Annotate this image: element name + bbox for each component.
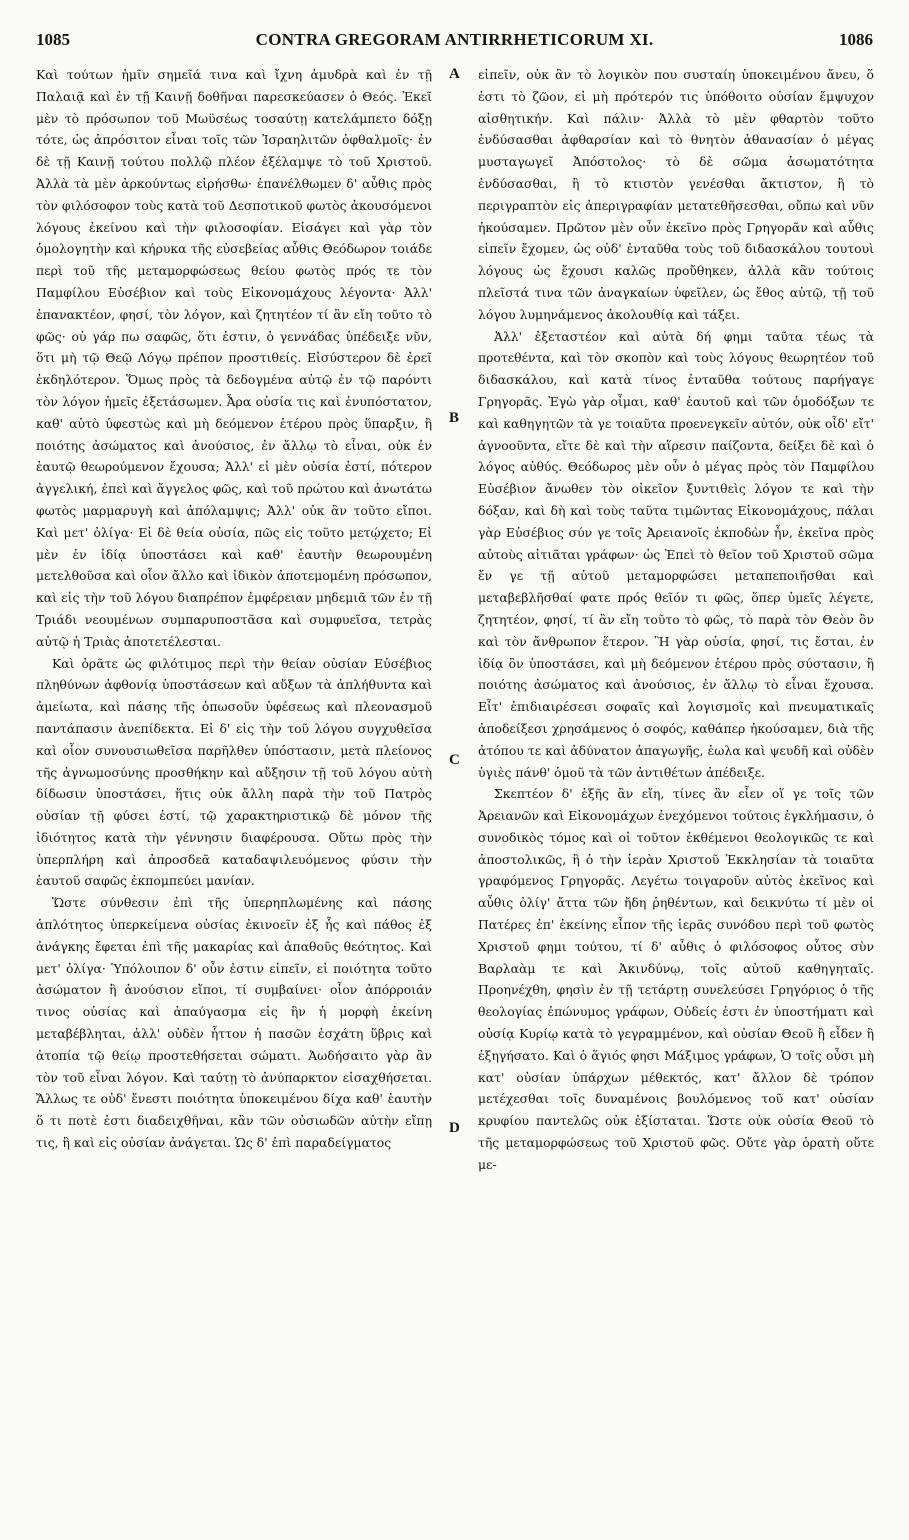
- paragraph: Σκεπτέον δ' ἑξῆς ἂν εἴη, τίνες ἂν εἶεν οἵ γε τοῖς τῶν Ἀρειανῶν καὶ Εἰκονομάχων ἐνεχόμενοι τούτοις ἐγκλήμασιν, ὁ συνοδικὸς τόμος καὶ οἱ τοῦτον ἐκθέμενοι θεολογικῶς τε καὶ ἀποστολικῶς, ἢ ὁ τὴν ἱερὰν Χριστοῦ Ἐκκλησίαν τὰ τοιαῦτα γραφόμενος Γρηγορᾶς. Λεγέτω τοιγαροῦν αὐτὸς ἐκεῖνος καὶ αὖθις ὀλίγ' ἄττα τῶν ἤδη ῥηθέντων, καὶ δεικνύτω τί μὲν οἱ Πατέρες ἐπ' ἐκείνης εἶπον τῆς ἱερᾶς συνόδου περὶ τοῦ φωτὸς Χριστοῦ φημι τούτου, τί δ' αὖθις ὁ φιλόσοφος οὗτος σὺν Βαρλαὰμ τε καὶ Ἀκινδύνῳ, τοῖς αὐτοῦ καθηγηταῖς. Προηνέχθη, φησὶν ἐν τῇ τετάρτῃ συνελεύσει Γρηγόριος ὁ τῆς θεολογίας ἐπώνυμος γράφων, Οὐδείς ἐστι ἐν ὑποστήματι καὶ οὐσίᾳ Κυρίῳ κατὰ τὸ γεγραμμένον, καὶ οὐσίαν Θεοῦ ἢ εἶδεν ἢ ἐξηγήσατο. Καὶ ὁ ἅγιός φησι Μάξιμος γράφων, Ὁ τοῖς οὖσι μὴ κατ' οὐσίαν ὑπάρχων μέθεκτός, κατ' ἄλλον δὲ τρόπον μετέχεσθαι τοῖς δυναμένοις βουλόμενος τοῦ κατ' οὐσίαν κρυφίου παντελῶς οὐκ ἐξίσταται. Ὥστε οὐκ οὐσία Θεοῦ τὸ τῆς μεταμορφώσεως τοῦ Χριστοῦ φῶς. Οὔτε γὰρ ὁρατὴ οὔτε με-: [478, 786, 874, 1172]
- page-number-left: 1085: [36, 30, 70, 49]
- paragraph: Καὶ τούτων ἡμῖν σημεῖά τινα καὶ ἴχνη ἀμυδρὰ καὶ ἐν τῇ Παλαιᾷ καὶ ἐν τῇ Καινῇ δοθῆναι παρεσκεύασεν ὁ Θεός. Ἐκεῖ μὲν τὸ πρόσωπον τοῦ Μωϋσέως τοσαύτῃ κατελάμπετο δόξῃ τότε, ὡς ἀπρόσιτον εἶναι τοῖς τῶν Ἰσραηλιτῶν ὀφθαλμοῖς· ἐν δὲ τῇ Καινῇ τούτου πολλῷ πλέον ἐξέλαμψε τὸ τοῦ Χριστοῦ. Ἀλλὰ τὰ μὲν ἀρκούντως εἰρήσθω· ἐπανέλθωμεν δ' αὖθις πρὸς τὸν φιλόσοφον τοὺς κατὰ τοῦ Δεσποτικοῦ φωτὸς ἀκουσόμενοι λόγους ἐκείνου καὶ τὴν φιλοσοφίαν. Εἰσάγει καὶ γὰρ τὸν ὁμολογητὴν καὶ κήρυκα τῆς εὐσεβείας αὖθις Θεόδωρον τοιάδε περὶ τοῦ τῆς μεταμορφώσεως θείου φωτὸς πρός τε τὸν Παμφίλου Εὐσέβιον καὶ τοὺς Εἰκονομάχους λέγοντα· Ἀλλ' ἐπανακτέον, φησί, τὸν λόγον, καὶ ζητητέον τί ἂν εἴη τοῦτο τὸ φῶς· οὐ γάρ πω σαφῶς, ὅτι ἐστιν, ὁ γεννάδας ὑπέδειξε νῦν, ὅτι μὴ τῷ Θεῷ Λόγῳ πρέπον προστιθείς. Εἰσύστερον δὲ ἐρεῖ ἐκδηλότερον. Ὅμως πρὸς τὰ δεδογμένα αὐτῷ ἐν τῷ παρόντι τὸν λόγον ἡμεῖς ἐξετάσωμεν. Ἆρα οὐσία τις καὶ ἐνυπόστατον, καθ' αὑτὸ ὑφεστὼς καὶ μὴ δεόμενον ἑτέρου πρὸς ὕπαρξιν, ἢ ποιότης ἀσώματος καὶ ἀνούσιος, ἐν ἄλλῳ τὸ εἶναι, οὐκ ἐν ἑαυτῷ θεωρούμενον ἔχουσα; Ἀλλ' εἰ μὲν οὐσία ἐστί, πότερον ἀγγελική, ἐπεὶ καὶ ἄγγελος φῶς, καὶ τοῦ πρώτου καὶ ἀνωτάτω φωτὸς μαρμαρυγὴ καὶ ἀπόλαμψις; Ἀλλ' οὐκ ἂν τοῦτο εἴποι. Καὶ μετ' ὀλίγα· Εἰ δὲ θεία οὐσία, πῶς εἰς τοῦτο μετῴχετο; Εἰ μὲν ἐν ἰδίᾳ ὑποστάσει καὶ καθ' ἑαυτὴν θεωρουμένη μετελθοῦσα καὶ οἷον ἄλλο καὶ ἰδικὸν ἀποτεμομένη πρόσωπον, καὶ εἰς τὴν τοῦ λόγου διαπρέπον ἐμφέρειαν μηδεμιᾶ τῶν ἐν τῇ Τριάδι νεουμένων συμπαρυποστᾶσα καὶ συμφυεῖσα, τετρὰς αὐτῷ ἡ Τριὰς ἀποτετέλεσται.: [36, 67, 432, 649]
- page-number-right: 1086: [839, 30, 873, 49]
- margin-letter-c: C: [449, 752, 460, 768]
- running-title: CONTRA GREGORAM ANTIRRHETICORUM XI.: [255, 30, 654, 49]
- paragraph: εἰπεῖν, οὐκ ἂν τὸ λογικὸν που συσταίη ὑποκειμένου ἄνευ, ὅ ἐστι τὸ ζῶον, εἰ μὴ πρότερόν τις ὑπόθοιτο οὐσίαν ἔμψυχον αἰσθητικήν. Καὶ πάλιν· Ἀλλὰ τὸ μὲν φθαρτὸν τοῦτο ἐνδύσασθαι ἀφθαρσίαν καὶ τὸ θνητὸν ἀθανασίαν ὁ μέγας μυσταγωγεῖ Ἀπόστολος· τὸ δὲ σῶμα ἀσωματότητα ἐνδύσασθαι, ἢ τὸ κτιστὸν γενέσθαι ἄκτιστον, ἢ τὸ περιγραπτὸν εἰς ἀπεριγραφίαν μετατεθῆσεσθαι, οὔπω καὶ νῦν ἠκούσαμεν. Πρῶτον μὲν οὖν ἐκεῖνο πρὸς Γρηγορᾶν καὶ αὖθις εἰπεῖν ἔχομεν, ὡς οὐδ' ἐνταῦθα τοὺς τοῦ διδασκάλου τουτουὶ λόγους ὡς ἔχουσι καλῶς προὔθηκεν, ἀλλὰ κἂν τούτοις πλεῖστά τινα τῶν ἀναγκαίων ὑφεῖλεν, ὡς ἔθος αὐτῷ, τῇ τοῦ λόγου λυμηνάμενος ἀκολουθίᾳ καὶ τάξει.: [478, 67, 874, 322]
- paragraph: Ἀλλ' ἐξεταστέον καὶ αὐτὰ δή φημι ταῦτα τέως τὰ προτεθέντα, καὶ τὸν σκοπὸν καὶ τοὺς λόγους θεωρητέον τοῦ διδασκάλου, καὶ κατὰ τίνος ἐνταῦθα τούτους παρήγαγε Γρηγορᾶς. Ἐγὼ γὰρ οἶμαι, καθ' ἑαυτοῦ καὶ τῶν ὁμοδόξων τε καὶ καθηγητῶν τὰ γε τοιαῦτα προενεγκεῖν αὐτόν, οὐκ οἶδ' εἴτ' ἀγνοοῦντα, εἴτε δὲ καὶ τὴν αἵρεσιν παίζοντα, δείξει δὲ καὶ ὁ λόγος αὐθύς. Θεόδωρος μὲν οὖν ὁ μέγας πρὸς τὸν Παμφίλου Εὐσέβιον ἄνωθεν τὸν οἰκεῖον ξυντιθεὶς λόγον τε καὶ τὴν δόξαν, καὶ δὴ καὶ τοὺς ταῦτα τιμῶντας Εἰκονομάχους, πάλαι γὰρ Εὐσέβιος σύν γε τοῖς Ἀρειανοῖς ἐκποδὼν ἦν, ἐκεῖνα πρὸς αὐτοὺς αἰτιᾶται γράφων· ὡς Ἐπεὶ τὸ θεῖον τοῦ Χριστοῦ σῶμα ἔν γε τῇ αὐτοῦ μεταμορφώσει μεταπεποιῆσθαι καὶ μεταβεβλῆσθαί φατε πρός θεῖόν τι φῶς, ὅπερ ὑμεῖς λέγετε, ζητητέον, φησί, τί ἂν εἴη τοῦτο τὸ φῶς, τὸ παρὰ τὸν Θεὸν ὂν καὶ τὸν ἄνθρωπον ἕτερον. Ἢ γὰρ οὐσία, φησί, τις ἔσται, ἐν ἰδίᾳ ὂν ὑποστάσει, καὶ μὴ δεόμενον ἑτέρου πρὸς σύστασιν, ἢ ποιότης ἀσώματος καὶ ἀνούσιος, ἐν ἄλλῳ τὸ εἶναι ἔχουσα. Εἶτ' ἐπιδιαιρέσεσι σοφαῖς καὶ λογισμοῖς καὶ πνευματικαῖς ἀποδείξεσι χρησάμενος ὁ σοφός, καθάπερ ἠκούσαμεν, διὰ τῆς ἀτόπου τε καὶ ἀδύνατον ἀπαγωγῆς, ἑωλα καὶ ψευδῆ καὶ οὐδὲν ὑγιὲς πάνθ' ὁμοῦ τὰ τῶν ἀντιθέτων ἀπέδειξε.: [478, 328, 874, 780]
- paragraph: Καὶ ὁρᾶτε ὡς φιλότιμος περὶ τὴν θείαν οὐσίαν Εὐσέβιος πληθύνων ἀφθονίᾳ ὑποστάσεων καὶ αὔξων τὰ ἀπλήθυντα καὶ ἀμείωτα, καὶ πάσης τῆς ὁπωσοῦν ὑφέσεως καὶ πλεονασμοῦ παντάπασιν ἀνεπίδεκτα. Εἰ δ' εἰς τὴν τοῦ λόγου συγχυθεῖσα καὶ οἷον συνουσιωθεῖσα παρῆλθεν ὑπόστασιν, μετὰ πλείονος τῆς ἀγνωμοσύνης προσθήκην καὶ αὔξησιν τῇ τοῦ λόγου αὐτὴ δίδωσιν ὑποστάσει, ἥτις οὐκ ἄλλη παρὰ τὴν τοῦ Πατρὸς οὐσίαν τῇ φύσει ἐστί, τῷ χαρακτηριστικῷ δὲ μόνον τῆς ἰδιότητος κατὰ τὴν γέννησιν διαφέρουσα. Οὕτω πρὸς τὴν ὑπερπλήρη καὶ ἀπροσδεᾶ καταδαψιλευόμενος φύσιν τὴν ἑαυτοῦ σαφῶς ἐκπομπεύει μανίαν.: [36, 655, 432, 889]
- paragraph: Ὥστε σύνθεσιν ἐπὶ τῆς ὑπερηπλωμένης καὶ πάσης ἁπλότητος ὑπερκείμενα οὐσίας ἐκινοεῖν ἐξ ἧς καὶ πάθος ἐξ ἀνάγκης ἔφεται ἐπὶ τῆς μακαρίας καὶ ἀπαθοῦς θεότητος. Καὶ μετ' ὀλίγα· Ὑπόλοιπον δ' οὖν ἐστιν εἰπεῖν, εἰ ποιότητα τοῦτο ἀσώματον ἢ ἀνούσιον εἴποι, τί συμβαίνει· οἷον ἀπόρροιάν τινος οὐσίας καὶ ἀπαύγασμα εἰς ἣν ἡ μορφὴ ἐκείνη μεταβέβληται, ἀλλ' οὐδὲν ἧττον ἡ πασῶν ἐσχάτη ὕβρις καὶ ἀτοπία τῷ θείῳ προστεθήσεται σώματι. Ἀωδήσαιτο γὰρ ἂν τὸν τοῦ εἶναι λόγον. Καὶ ταύτῃ τὸ ἀνύπαρκτον εἰσαχθήσεται. Ἄλλως τε οὐδ' ἔνεστι ποιότητα ὑποκειμένου δίχα καθ' ἑαυτὴν ὅ τι ποτὲ ἐστι διαδειχθῆναι, κἂν τῶν οὐσιωδῶν αὐτὴν εἴπῃ τις, ἢ καὶ εἰς οὐσίαν ἀνάγεται. Ὡς δ' ἐπὶ παραδείγματος: [36, 895, 432, 1151]
- right-column: [478, 64, 874, 1176]
- margin-letter-a: A: [449, 66, 460, 82]
- margin-letter-d: D: [449, 1120, 460, 1136]
- margin-letter-b: B: [449, 410, 460, 426]
- left-column: [36, 64, 432, 1154]
- page-header: [36, 30, 873, 56]
